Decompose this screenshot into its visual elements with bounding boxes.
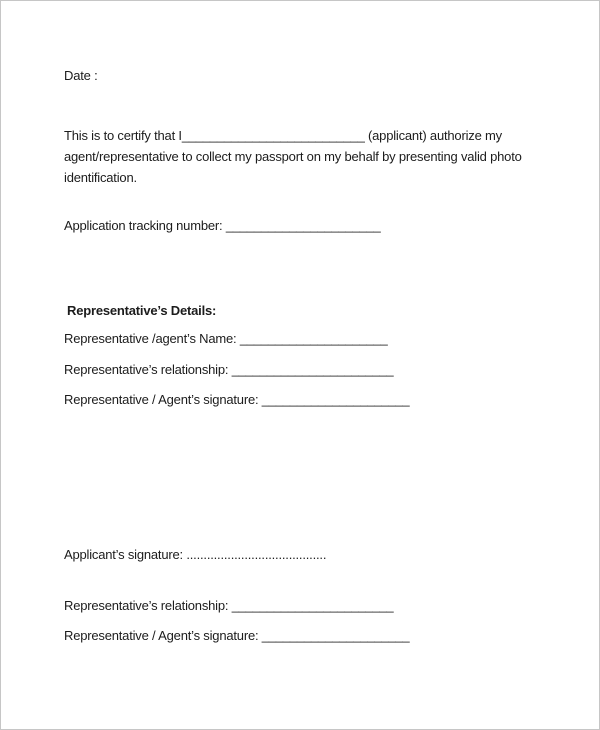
date-label: Date : xyxy=(64,68,98,83)
representative-relationship-line: Representative’s relationship: _______________________ xyxy=(64,362,394,377)
representative-name-line: Representative /agent’s Name: _____________________ xyxy=(64,331,388,346)
applicant-signature-line: Applicant’s signature: ......................................... xyxy=(64,547,327,562)
application-tracking-number-line: Application tracking number: ______________________ xyxy=(64,218,381,233)
certify-paragraph-line-2: agent/representative to collect my passport on my behalf by presenting valid photo xyxy=(64,149,522,164)
footer-representative-signature-line: Representative / Agent’s signature: _____________________ xyxy=(64,628,410,643)
footer-representative-relationship-line: Representative’s relationship: _______________________ xyxy=(64,598,394,613)
certify-paragraph-line-1: This is to certify that I__________________________ (applicant) authorize my xyxy=(64,128,502,143)
certify-paragraph xyxy=(64,125,522,188)
representative-signature-line: Representative / Agent’s signature: _____________________ xyxy=(64,392,410,407)
certify-paragraph-line-3: identification. xyxy=(64,170,137,185)
representative-details-heading: Representative’s Details: xyxy=(67,303,217,318)
